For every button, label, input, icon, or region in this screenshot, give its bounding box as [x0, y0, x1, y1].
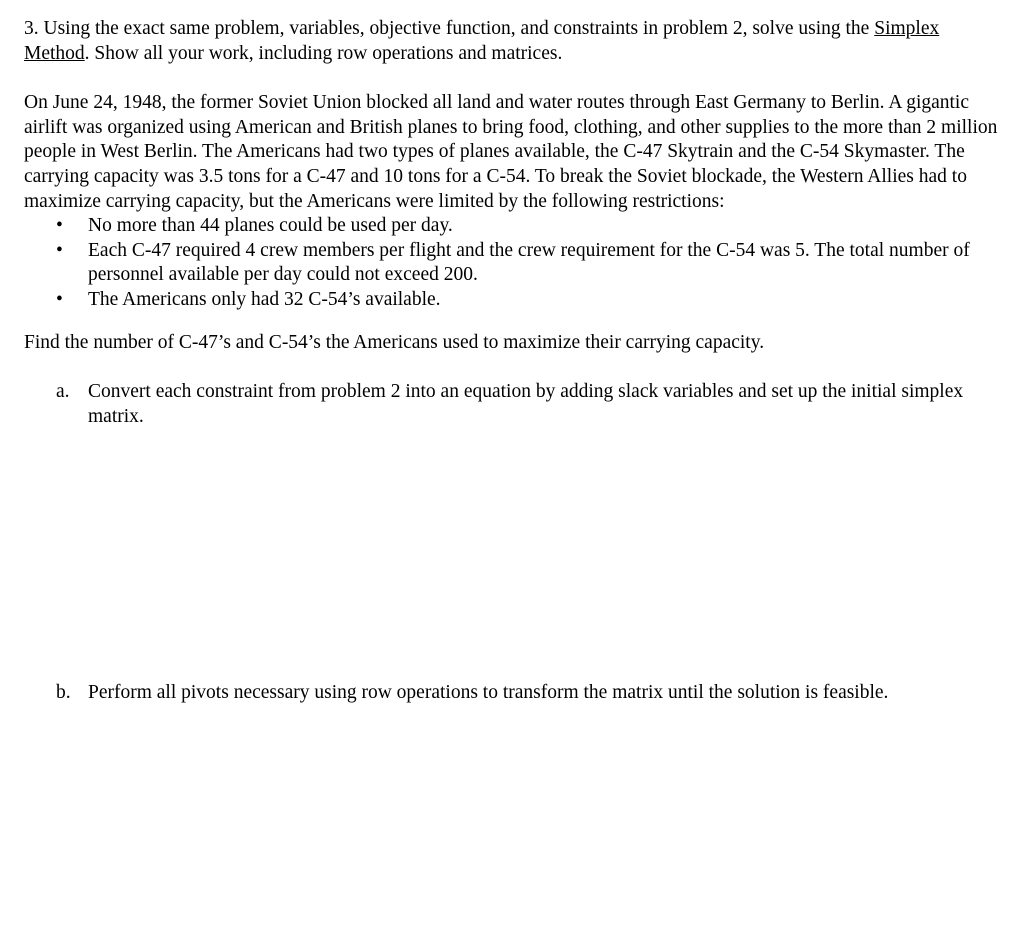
restrictions-list: [24, 214, 999, 312]
restriction-item: [24, 239, 999, 288]
restriction-item: [24, 288, 999, 313]
question-text: 3. Using the exact same problem, variables, objective function, and constraints in problem 2, solve using the: [24, 18, 875, 39]
question-suffix: . Show all your work, including row operations and matrices.: [84, 42, 563, 64]
part-a: [24, 380, 999, 429]
part-a-text: Convert each constraint from problem 2 into an equation by adding slack variables and set up the initial simplex matrix.: [88, 381, 964, 427]
bullet-icon: •: [56, 215, 63, 237]
simplex-method-link: Simplex Method: [24, 18, 940, 64]
restriction-item: [24, 214, 999, 239]
part-b-marker: b.: [56, 682, 71, 703]
part-a-marker: a.: [56, 381, 70, 403]
restriction-text: No more than 44 planes could be used per day.: [88, 215, 453, 237]
restriction-text: Each C-47 required 4 crew members per flight and the crew requirement for the C-54 was 5. The total number of personnel available per day could not exceed 200.: [88, 239, 970, 286]
restriction-text: The Americans only had 32 C-54’s available.: [88, 288, 441, 310]
part-b: [24, 681, 1016, 706]
story-paragraph: On June 24, 1948, the former Soviet Union blocked all land and water routes through East Germany to Berlin. A gigantic airlift was organized using American and British planes to bring food, clothing, and other supplies to the more than 2 million people in West Berlin. The Americans had two types of planes available, the C-47 Skytrain and the C-54 Skymaster. The carrying capacity was 3.5 tons for a C-47 and 10 tons for a C-54. To break the Soviet blockade, the Western Allies had to maximize carrying capacity, but the Americans were limited by the following restrictions:: [24, 92, 998, 212]
part-b-text: Perform all pivots necessary using row operations to transform the matrix until the solution is feasible.: [88, 682, 889, 703]
question-prompt: [24, 17, 999, 66]
find-statement: Find the number of C-47’s and C-54’s the Americans used to maximize their carrying capacity.: [24, 331, 765, 353]
bullet-icon: •: [56, 288, 63, 310]
bullet-icon: •: [56, 239, 63, 261]
worksheet-page: [24, 17, 999, 703]
